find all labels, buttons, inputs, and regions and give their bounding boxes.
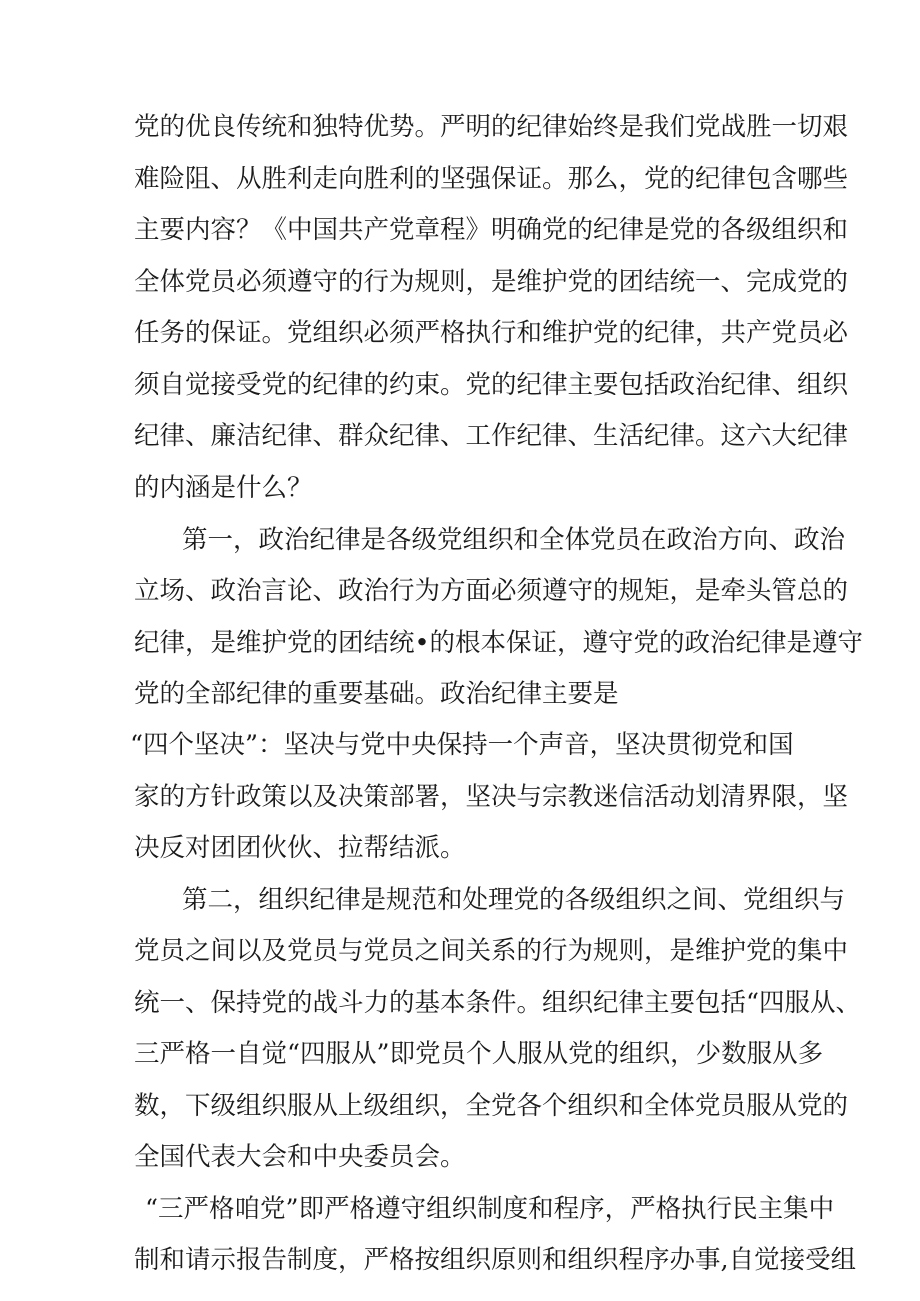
text-line-1: 党的优良传统和独特优势。严明的纪律始终是我们党战胜一切艰 <box>134 112 849 142</box>
text-line-15: 决反对团团伙伙、拉帮结派。 <box>134 833 466 863</box>
text-line-13: “四个坚决”：坚决与党中央保持一个声音，坚决贯彻党和国 <box>130 730 794 760</box>
text-line-12: 党的全部纪律的重要基础。政治纪律主要是 <box>134 679 619 709</box>
text-line-23: 制和请示报告制度，严格按组织原则和组织程序办事,自觉接受组 <box>134 1245 857 1275</box>
text-line-2: 难险阻、从胜利走向胜利的坚强保证。那么，党的纪律包含哪些 <box>134 164 849 194</box>
text-line-19: 三严格一自觉“四服从”即党员个人服从党的组织，少数服从多 <box>134 1039 824 1069</box>
text-line-14: 家的方针政策以及决策部署，坚决与宗教迷信活动划清界限，坚 <box>134 782 849 812</box>
text-line-6: 须自觉接受党的纪律的约束。党的纪律主要包括政治纪律、组织 <box>134 370 849 400</box>
paragraph-1-first-line: 第一，政治纪律是各级党组织和全体党员在政治方向、政治 <box>182 525 846 555</box>
text-line-17: 党员之间以及党员与党员之间关系的行为规则，是维护党的集中 <box>134 936 849 966</box>
text-line-4: 全体党员必须遵守的行为规则，是维护党的团结统一、完成党的 <box>134 267 849 297</box>
paragraph-2-first-line: 第二，组织纪律是规范和处理党的各级组织之间、党组织与 <box>182 885 846 915</box>
text-line-21: 全国代表大会和中央委员会。 <box>134 1142 466 1172</box>
text-line-3: 主要内容？《中国共产党章程》明确党的纪律是党的各级组织和 <box>134 215 849 245</box>
text-line-8: 的内涵是什么？ <box>134 473 313 503</box>
text-line-18: 统一、保持党的战斗力的基本条件。组织纪律主要包括“四服从、 <box>134 988 862 1018</box>
text-line-11: 纪律，是维护党的团结统•的根本保证，遵守党的政治纪律是遵守 <box>134 628 864 658</box>
text-line-5: 任务的保证。党组织必须严格执行和维护党的纪律，共产党员必 <box>134 318 849 348</box>
text-line-10: 立场、政治言论、政治行为方面必须遵守的规矩，是牵头管总的 <box>134 576 849 606</box>
text-line-7: 纪律、廉洁纪律、群众纪律、工作纪律、生活纪律。这六大纪律 <box>134 421 849 451</box>
text-line-22: “三严格咱党”即严格遵守组织制度和程序，严格执行民主集中 <box>145 1194 835 1224</box>
text-line-20: 数，下级组织服从上级组织，全党各个组织和全体党员服从党的 <box>134 1091 849 1121</box>
